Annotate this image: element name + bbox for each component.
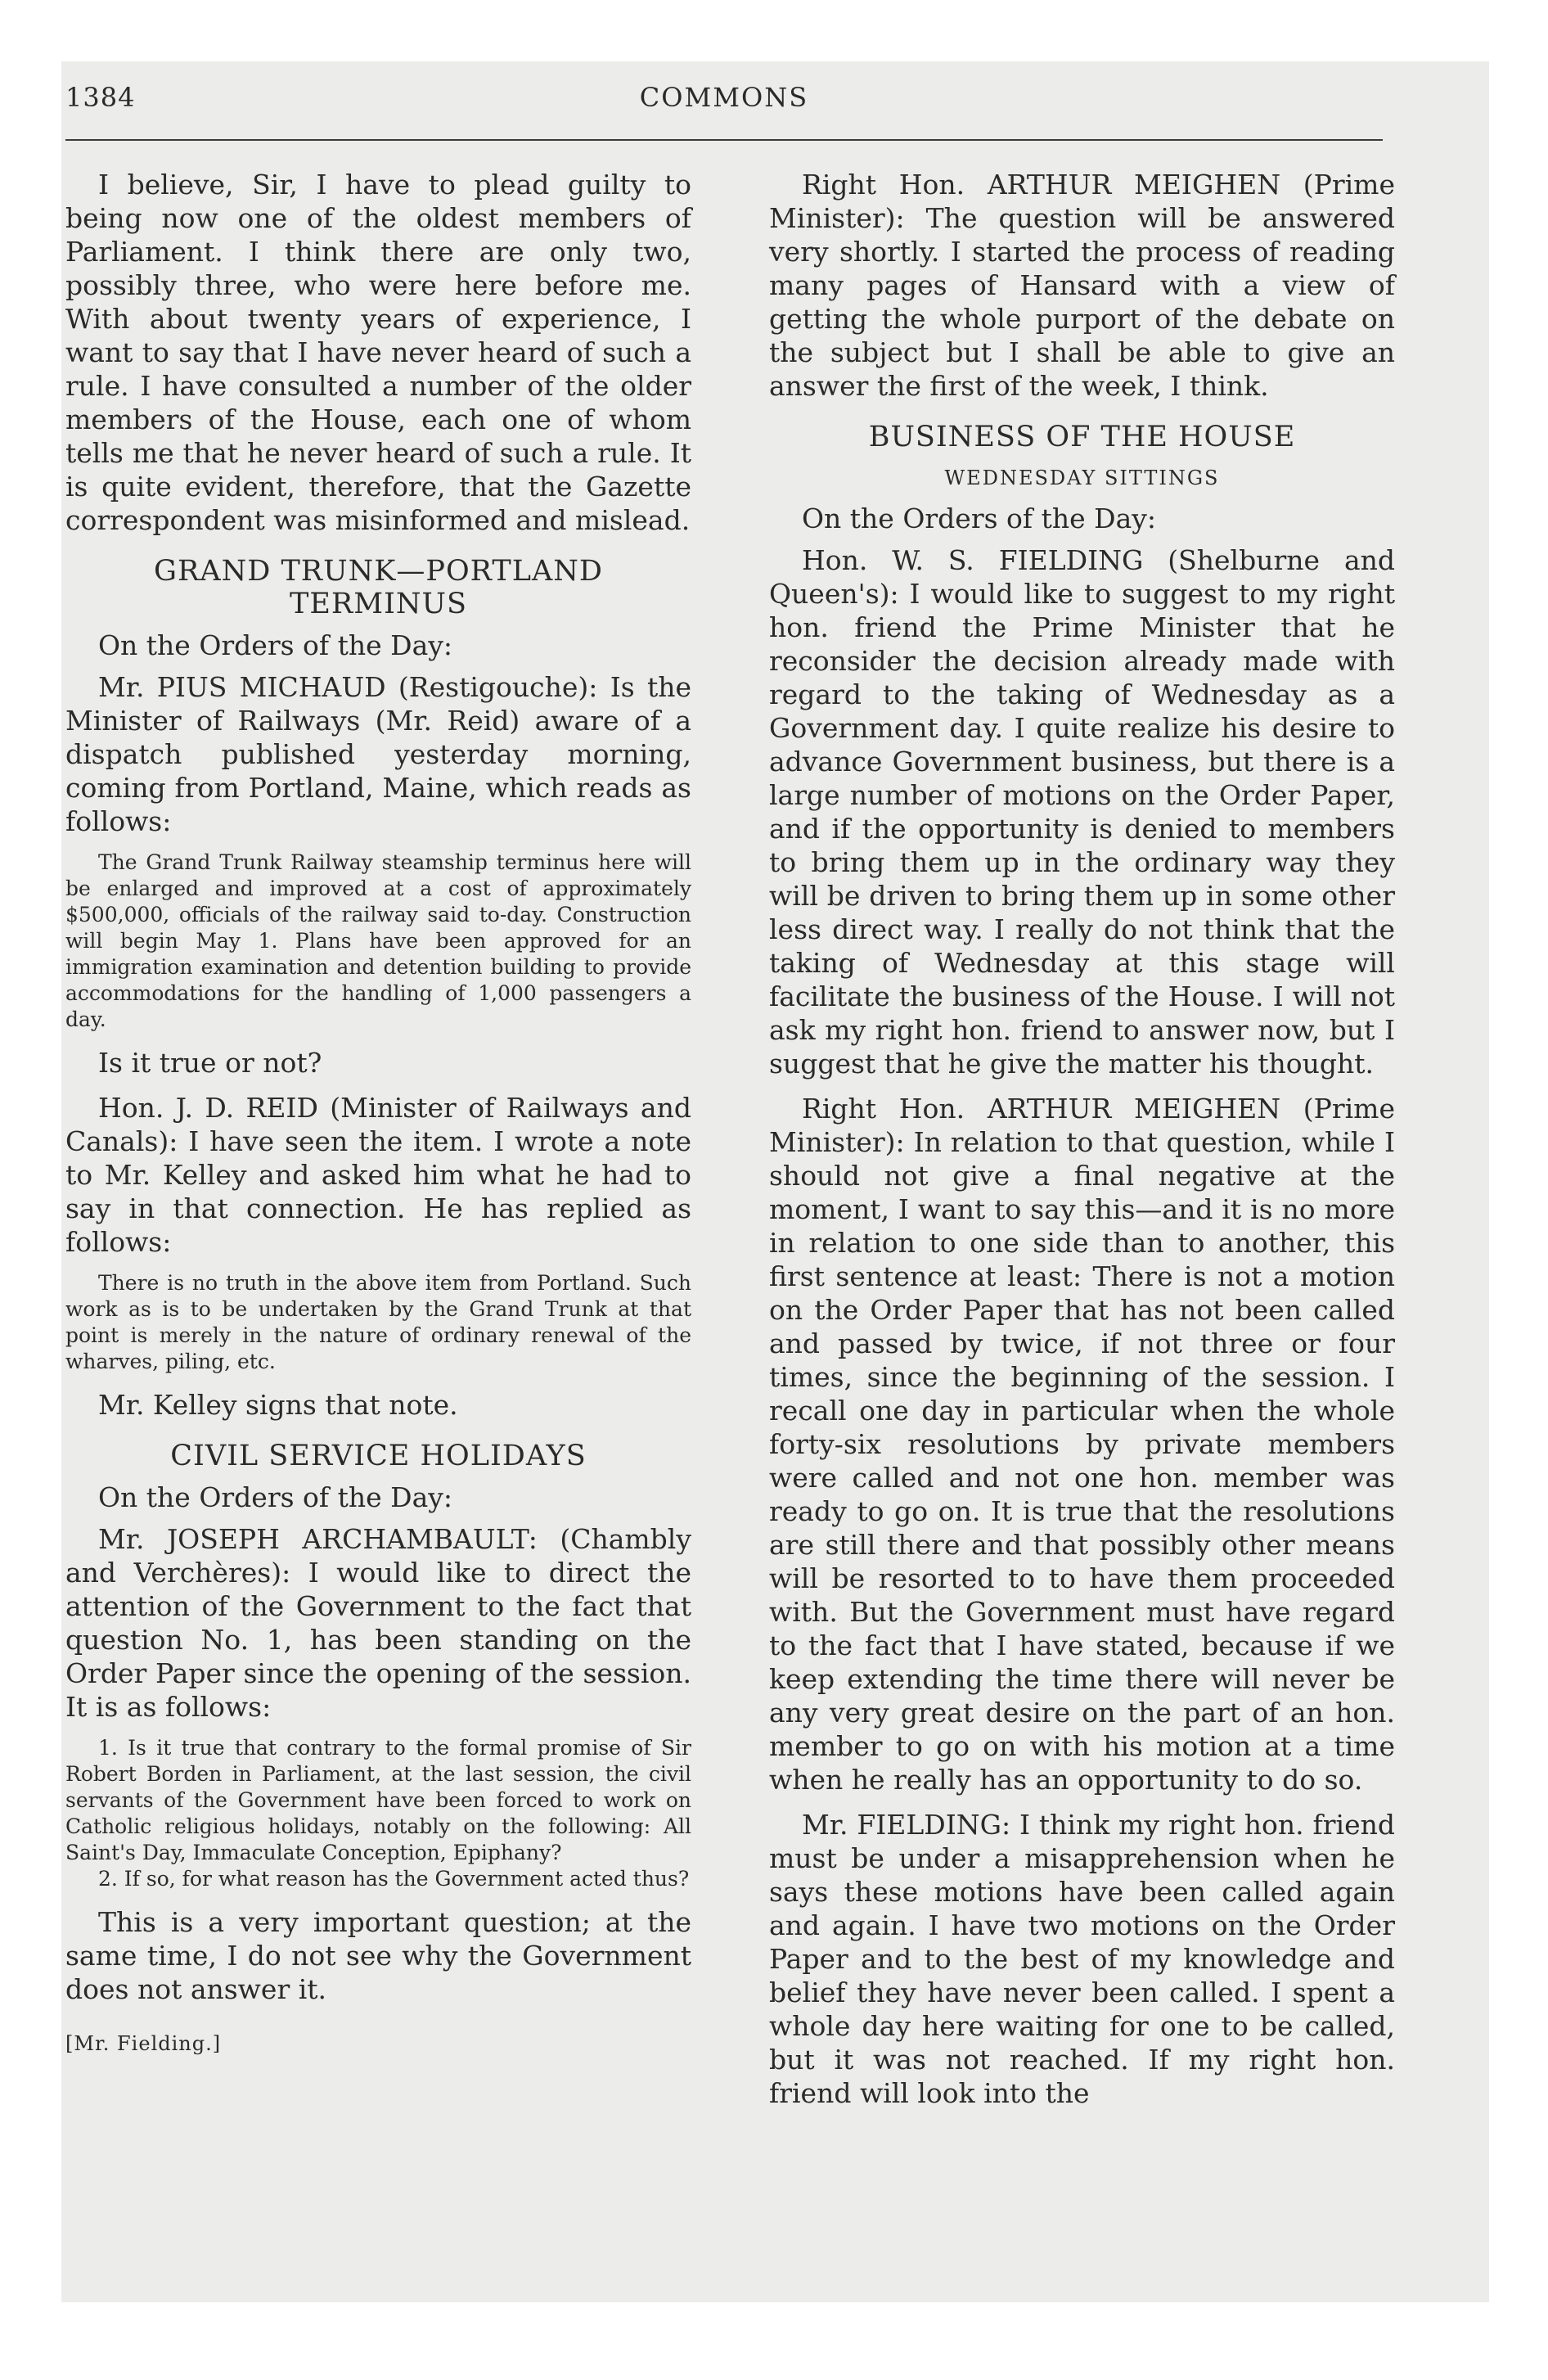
- orders-of-the-day: On the Orders of the Day:: [98, 1481, 453, 1513]
- quote-text: 1. Is it true that contrary to the formal promise of Sir Robert Borden in Parliament, at the last session, the civil servants of the Government have been forced to work on Catholic religious holidays, notably on the following: All Saint's Day, Immaculate Conception, Epiphany?: [65, 1736, 691, 1864]
- page-number: 1384: [65, 82, 136, 113]
- page-header: [65, 82, 1383, 123]
- right-column: [769, 168, 1395, 2110]
- paragraph: Mr. Kelley signs that note.: [98, 1389, 458, 1421]
- paragraph: I believe, Sir, I have to plead guilty to being now one of the oldest members of Parliament. I think there are only two, possibly three, who were here before me. With about twenty years of experience, I want to say that I have never heard of such a rule. I have consulted a number of the older members of the House, each one of whom tells me that he never heard of such a rule. It is quite evident, therefore, that the Gazette correspondent was misinformed and mislead.: [65, 169, 691, 536]
- section-subheading: WEDNESDAY SITTINGS: [944, 467, 1220, 489]
- heading-line: GRAND TRUNK—PORTLAND: [154, 555, 603, 588]
- quote-text: 2. If so, for what reason has the Government acted thus?: [98, 1867, 690, 1891]
- header-rule: [65, 139, 1383, 141]
- paragraph: Hon. J. D. REID (Minister of Railways and Canals): I have seen the item. I wrote a note to Mr. Kelley and asked him what he had to say in that connection. He has replied as follows:: [65, 1092, 691, 1258]
- left-column: [65, 168, 691, 2061]
- section-heading-business: BUSINESS OF THE HOUSE: [868, 421, 1296, 453]
- heading-line: TERMINUS: [289, 588, 467, 620]
- quoted-question: [65, 1735, 691, 1892]
- footer-signature: [Mr. Fielding.]: [65, 2032, 222, 2055]
- orders-of-the-day: On the Orders of the Day:: [98, 629, 453, 661]
- running-title: COMMONS: [639, 82, 809, 113]
- paragraph: Right Hon. ARTHUR MEIGHEN (Prime Minister): The question will be answered very shortly. I started the process of reading many pages of Hansard with a view of getting the whole purport of the debate on the subject but I shall be able to give an answer the first of the week, I think.: [769, 169, 1395, 402]
- paragraph: This is a very important question; at the same time, I do not see why the Government does not answer it.: [65, 1906, 691, 2005]
- quoted-dispatch: [65, 850, 691, 1033]
- paragraph: Is it true or not?: [98, 1047, 322, 1079]
- section-heading-civil-service: CIVIL SERVICE HOLIDAYS: [170, 1440, 587, 1472]
- paragraph: Mr. PIUS MICHAUD (Restigouche): Is the Minister of Railways (Mr. Reid) aware of a dispatch published yesterday morning, coming from Portland, Maine, which reads as follows:: [65, 671, 691, 837]
- paragraph: Mr. JOSEPH ARCHAMBAULT: (Chambly and Verchères): I would like to direct the attention of the Government to the fact that question No. 1, has been standing on the Order Paper since the opening of the session. It is as follows:: [65, 1523, 691, 1723]
- section-heading-grand-trunk: [65, 555, 691, 620]
- quote-text: The Grand Trunk Railway steamship terminus here will be enlarged and improved at a cost of approximately $500,000, officials of the railway said to-day. Construction will begin May 1. Plans have been approved for an immigration examination and detention building to provide accommodations for the handling of 1,000 passengers a day.: [65, 850, 691, 1031]
- orders-of-the-day: On the Orders of the Day:: [802, 503, 1157, 534]
- paragraph: Right Hon. ARTHUR MEIGHEN (Prime Minister): In relation to that question, while I should not give a final negative at the moment, I want to say this—and it is no more in relation to one side than to another, this first sentence at least: There is not a motion on the Order Paper that has not been called and passed by twice, if not three or four times, since the beginning of the session. I recall one day in particular when the whole forty-six resolutions by private members were called and not one hon. member was ready to go on. It is true that the resolutions are still there and that possibly other means will be resorted to to have them proceeded with. But the Government must have regard to the fact that I have stated, because if we keep extending the time there will never be any very great desire on the part of an hon. member to go on with his motion at a time when he really has an opportunity to do so.: [769, 1093, 1395, 1796]
- paragraph: Mr. FIELDING: I think my right hon. friend must be under a misapprehension when he says these motions have been called again and again. I have two motions on the Order Paper and to the best of my knowledge and belief they have never been called. I spent a whole day here waiting for one to be called, but it was not reached. If my right hon. friend will look into the: [769, 1809, 1395, 2109]
- quoted-reply: [65, 1270, 691, 1375]
- paragraph: Hon. W. S. FIELDING (Shelburne and Queen's): I would like to suggest to my right hon. friend the Prime Minister that he reconsider the decision already made with regard to the taking of Wednesday as a Government day. I quite realize his desire to advance Government business, but there is a large number of motions on the Order Paper, and if the opportunity is denied to members to bring them up in the ordinary way they will be driven to bring them up in some other less direct way. I really do not think that the taking of Wednesday at this stage will facilitate the business of the House. I will not ask my right hon. friend to answer now, but I suggest that he give the matter his thought.: [769, 544, 1395, 1080]
- quote-text: There is no truth in the above item from Portland. Such work as is to be undertaken by the Grand Trunk at that point is merely in the nature of ordinary renewal of the wharves, piling, etc.: [65, 1271, 691, 1373]
